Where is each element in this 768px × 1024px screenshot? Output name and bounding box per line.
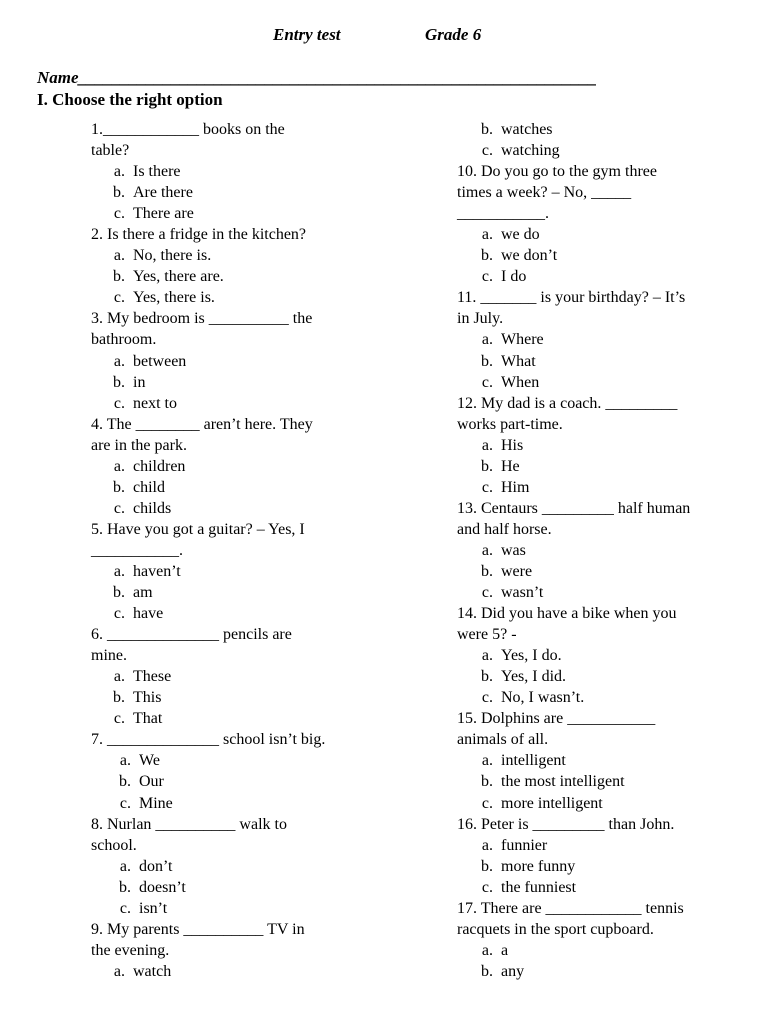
option-letter: b. [481, 352, 493, 370]
option-letter: c. [113, 499, 125, 517]
question-line: and half horse. [457, 520, 552, 538]
answer-option [457, 329, 727, 350]
answer-option [91, 203, 351, 224]
option-letter: a. [481, 647, 493, 665]
option-letter: a. [119, 752, 131, 770]
grade-label: Grade 6 [425, 25, 482, 44]
student-name-line: Name_____________________________________________________________ [37, 68, 598, 87]
option-text: were [501, 562, 533, 580]
answer-option [91, 793, 351, 814]
question-line: 12. My dad is a coach. _________ [457, 394, 678, 412]
answer-option [457, 372, 727, 393]
option-text: Is there [133, 163, 181, 181]
question-line: are in the park. [91, 436, 187, 454]
option-text: I do [501, 268, 527, 286]
option-letter: b. [113, 184, 125, 202]
option-text: Are there [133, 184, 193, 202]
question-line: 16. Peter is _________ than John. [457, 815, 675, 833]
option-letter: b. [481, 457, 493, 475]
option-letter: b. [481, 857, 493, 875]
answer-option [91, 287, 351, 308]
question-line: times a week? – No, _____ [457, 184, 632, 202]
option-letter: b. [113, 584, 125, 602]
option-letter: a. [119, 857, 131, 875]
answer-option [91, 666, 351, 687]
answer-option [91, 245, 351, 266]
option-letter: c. [119, 794, 131, 812]
question-line: the evening. [91, 941, 170, 959]
answer-option [457, 477, 727, 498]
option-letter: c. [481, 689, 493, 707]
answer-option [457, 961, 727, 982]
answer-option [91, 372, 351, 393]
option-text: watching [501, 142, 560, 160]
answer-option [91, 687, 351, 708]
option-text: Yes, there is. [133, 289, 215, 307]
test-title: Entry test [273, 25, 341, 44]
question-line: 13. Centaurs _________ half human [457, 499, 691, 517]
question-line: table? [91, 142, 130, 160]
answer-option [91, 961, 351, 982]
answer-option [91, 161, 351, 182]
option-letter: b. [481, 668, 493, 686]
option-letter: c. [481, 142, 493, 160]
option-letter: a. [113, 457, 125, 475]
question-line: 14. Did you have a bike when you [457, 605, 677, 623]
question-line: 9. My parents __________ TV in [91, 920, 305, 938]
question-line: bathroom. [91, 331, 157, 349]
option-text: That [133, 710, 163, 728]
option-text: doesn’t [139, 878, 186, 896]
right-column [457, 119, 727, 982]
question-line: 2. Is there a fridge in the kitchen? [91, 226, 307, 244]
answer-option [457, 245, 727, 266]
question-line: 15. Dolphins are ___________ [457, 710, 656, 728]
answer-option [91, 182, 351, 203]
answer-option [91, 877, 351, 898]
option-text: don’t [139, 857, 173, 875]
answer-option [91, 771, 351, 792]
question-line: mine. [91, 647, 127, 665]
option-text: intelligent [501, 752, 566, 770]
option-text: When [501, 373, 540, 391]
option-text: Him [501, 478, 530, 496]
question-line: works part-time. [457, 415, 563, 433]
answer-option [457, 561, 727, 582]
option-letter: b. [113, 373, 125, 391]
option-letter: c. [481, 878, 493, 896]
question-line: ___________. [457, 205, 549, 223]
option-text: in [133, 373, 146, 391]
option-text: No, I wasn’t. [501, 689, 585, 707]
answer-option [457, 666, 727, 687]
option-letter: b. [481, 962, 493, 980]
option-letter: a. [481, 941, 493, 959]
answer-option [91, 456, 351, 477]
question-line: 5. Have you got a guitar? – Yes, I [91, 520, 305, 538]
answer-option [457, 771, 727, 792]
option-letter: a. [113, 247, 125, 265]
question-line: 4. The ________ aren’t here. They [91, 415, 313, 433]
answer-option [91, 351, 351, 372]
answer-option [457, 582, 727, 603]
answer-option [457, 266, 727, 287]
option-text: was [501, 541, 526, 559]
option-letter: b. [481, 247, 493, 265]
answer-option [91, 477, 351, 498]
answer-option [91, 603, 351, 624]
option-text: Yes, there are. [133, 268, 224, 286]
option-text: childs [133, 499, 172, 517]
answer-option [457, 435, 727, 456]
option-letter: c. [481, 794, 493, 812]
option-text: watches [501, 121, 553, 138]
option-letter: a. [113, 668, 125, 686]
answer-option [91, 561, 351, 582]
answer-option [457, 835, 727, 856]
option-text: Our [139, 773, 164, 791]
section-title: I. Choose the right option [37, 90, 223, 109]
option-text: am [133, 584, 153, 602]
answer-option [457, 224, 727, 245]
answer-option [457, 456, 727, 477]
option-text: between [133, 352, 187, 370]
option-text: more funny [501, 857, 576, 875]
option-letter: b. [119, 773, 131, 791]
option-letter: a. [113, 962, 125, 980]
option-text: funnier [501, 836, 548, 854]
option-text: next to [133, 394, 177, 412]
option-text: we don’t [501, 247, 558, 265]
answer-option [91, 708, 351, 729]
answer-option [91, 898, 351, 919]
option-text: more intelligent [501, 794, 603, 812]
option-text: Yes, I did. [501, 668, 567, 686]
question-line: school. [91, 836, 137, 854]
option-letter: b. [113, 478, 125, 496]
option-text: No, there is. [133, 247, 212, 265]
option-text: the funniest [501, 878, 577, 896]
option-text: a [501, 941, 509, 959]
option-text: There are [133, 205, 194, 223]
question-line: 8. Nurlan __________ walk to [91, 815, 287, 833]
option-letter: a. [481, 436, 493, 454]
answer-option [457, 877, 727, 898]
question-line: racquets in the sport cupboard. [457, 920, 654, 938]
option-text: any [501, 962, 525, 980]
answer-option [91, 582, 351, 603]
question-line: 7. ______________ school isn’t big. [91, 731, 326, 749]
option-text: We [139, 752, 160, 770]
question-line: 11. _______ is your birthday? – It’s [457, 289, 686, 307]
question-line: 3. My bedroom is __________ the [91, 310, 313, 328]
option-text: isn’t [139, 899, 168, 917]
answer-option [91, 856, 351, 877]
option-text: we do [501, 226, 540, 244]
option-letter: a. [481, 226, 493, 244]
test-header [0, 25, 768, 47]
answer-option [457, 793, 727, 814]
option-letter: c. [481, 478, 493, 496]
option-text: His [501, 436, 524, 454]
option-letter: a. [481, 331, 493, 349]
answer-option [91, 750, 351, 771]
option-text: What [501, 352, 536, 370]
option-text: This [133, 689, 162, 707]
option-text: watch [133, 962, 172, 980]
answer-option [91, 266, 351, 287]
question-line: ___________. [91, 541, 183, 559]
option-letter: a. [481, 752, 493, 770]
question-line: in July. [457, 310, 504, 328]
option-text: He [501, 457, 520, 475]
question-line: 6. ______________ pencils are [91, 626, 292, 644]
question-line: were 5? - [457, 626, 517, 644]
answer-option [457, 119, 727, 140]
left-column [91, 119, 351, 982]
option-letter: c. [481, 268, 493, 286]
answer-option [457, 940, 727, 961]
option-letter: c. [113, 394, 125, 412]
option-letter: c. [113, 605, 125, 623]
option-text: children [133, 457, 186, 475]
option-letter: b. [481, 562, 493, 580]
option-letter: a. [113, 352, 125, 370]
option-letter: a. [481, 836, 493, 854]
question-line: animals of all. [457, 731, 549, 749]
option-letter: c. [113, 710, 125, 728]
option-letter: b. [481, 773, 493, 791]
option-letter: b. [113, 689, 125, 707]
option-letter: c. [481, 584, 493, 602]
option-text: child [133, 478, 165, 496]
answer-option [457, 645, 727, 666]
question-line: 1.____________ books on the [91, 121, 285, 138]
option-text: have [133, 605, 164, 623]
answer-option [457, 351, 727, 372]
question-line: 10. Do you go to the gym three [457, 163, 657, 181]
option-letter: c. [113, 205, 125, 223]
question-line: 17. There are ____________ tennis [457, 899, 684, 917]
option-letter: c. [113, 289, 125, 307]
option-text: haven’t [133, 562, 181, 580]
answer-option [457, 687, 727, 708]
answer-option [457, 140, 727, 161]
option-letter: c. [119, 899, 131, 917]
answer-option [457, 750, 727, 771]
answer-option [457, 856, 727, 877]
option-text: These [133, 668, 172, 686]
answer-option [91, 498, 351, 519]
option-letter: c. [481, 373, 493, 391]
option-letter: b. [119, 878, 131, 896]
answer-option [91, 393, 351, 414]
option-letter: a. [113, 163, 125, 181]
option-text: the most intelligent [501, 773, 625, 791]
option-letter: b. [113, 268, 125, 286]
option-text: Yes, I do. [501, 647, 562, 665]
option-letter: b. [481, 121, 493, 138]
option-letter: a. [113, 562, 125, 580]
option-text: Mine [139, 794, 173, 812]
option-letter: a. [481, 541, 493, 559]
option-text: wasn’t [501, 584, 544, 602]
option-text: Where [501, 331, 544, 349]
answer-option [457, 540, 727, 561]
